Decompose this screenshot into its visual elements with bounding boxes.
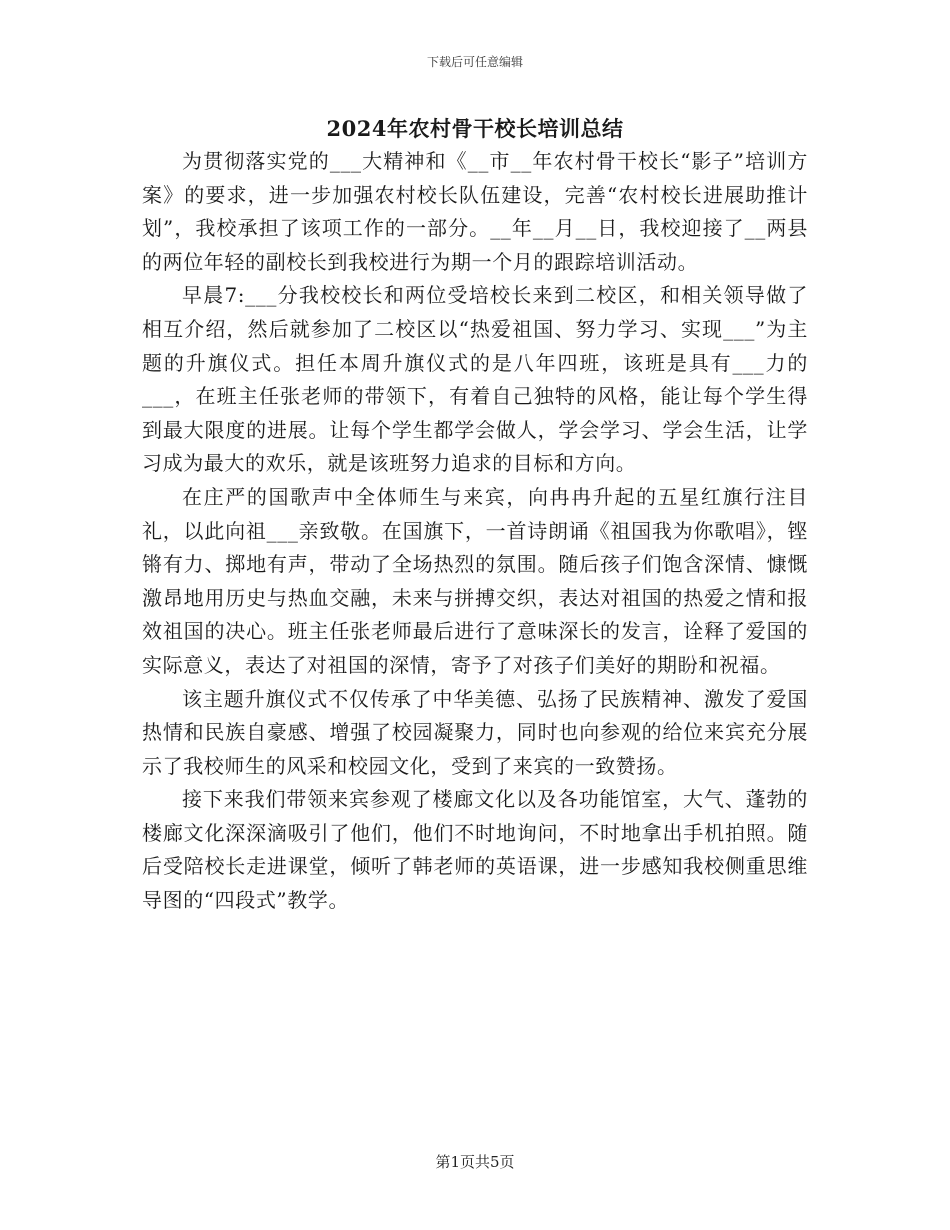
paragraph-visit: 接下来我们带领来宾参观了楼廊文化以及各功能馆室，大气、蓬勃的楼廊文化深深滴吸引了他们，他们不时地询问，不时地拿出手机拍照。随后受陪校长走进课堂，倾听了韩老师的英语课，进一步感知我校侧重思维导图的“四段式”教学。	[142, 787, 808, 913]
page-header-note: 下载后可任意编辑	[426, 55, 523, 69]
paragraph-anthem: 在庄严的国歌声中全体师生与来宾，向冉冉升起的五星红旗行注目礼，以此向祖___亲致敬。在国旗下，一首诗朗诵《祖国我为你歌唱》，铿锵有力、掷地有声，带动了全场热烈的氛围。随后孩子们饱含深情、慷慨激昂地用历史与热血交融，未来与拼搏交织，表达对祖国的热爱之情和报效祖国的决心。班主任张老师最后进行了意味深长的发言，诠释了爱国的实际意义，表达了对祖国的深情，寄予了对孩子们美好的期盼和祝福。	[142, 484, 808, 677]
page-number: 第1页共5页	[435, 1153, 515, 1171]
paragraph-flag-ceremony: 早晨7:___分我校校长和两位受培校长来到二校区，和相关领导做了相互介绍，然后就参加了二校区以“热爱祖国、努力学习、实现___”为主题的升旗仪式。担任本周升旗仪式的是八年四班，该班是具有___力的___，在班主任张老师的带领下，有着自己独特的风格，能让每个学生得到最大限度的进展。让每个学生都学会做人，学会学习、学会生活，让学习成为最大的欢乐，就是该班努力追求的目标和方向。	[142, 283, 808, 476]
document-title: 2024年农村骨干校长培训总结	[326, 116, 624, 141]
paragraph-significance: 该主题升旗仪式不仅传承了中华美德、弘扬了民族精神、激发了爱国热情和民族自豪感、增强了校园凝聚力，同时也向参观的给位来宾充分展示了我校师生的风采和校园文化，受到了来宾的一致赞扬。	[142, 686, 808, 778]
paragraph-intro: 为贯彻落实党的___大精神和《__市__年农村骨干校长“影子”培训方案》的要求，进一步加强农村校长队伍建设，完善“农村校长进展助推计划”，我校承担了该项工作的一部分。__年__月__日，我校迎接了__两县的两位年轻的副校长到我校进行为期一个月的跟踪培训活动。	[142, 149, 808, 274]
document-body	[142, 145, 808, 918]
